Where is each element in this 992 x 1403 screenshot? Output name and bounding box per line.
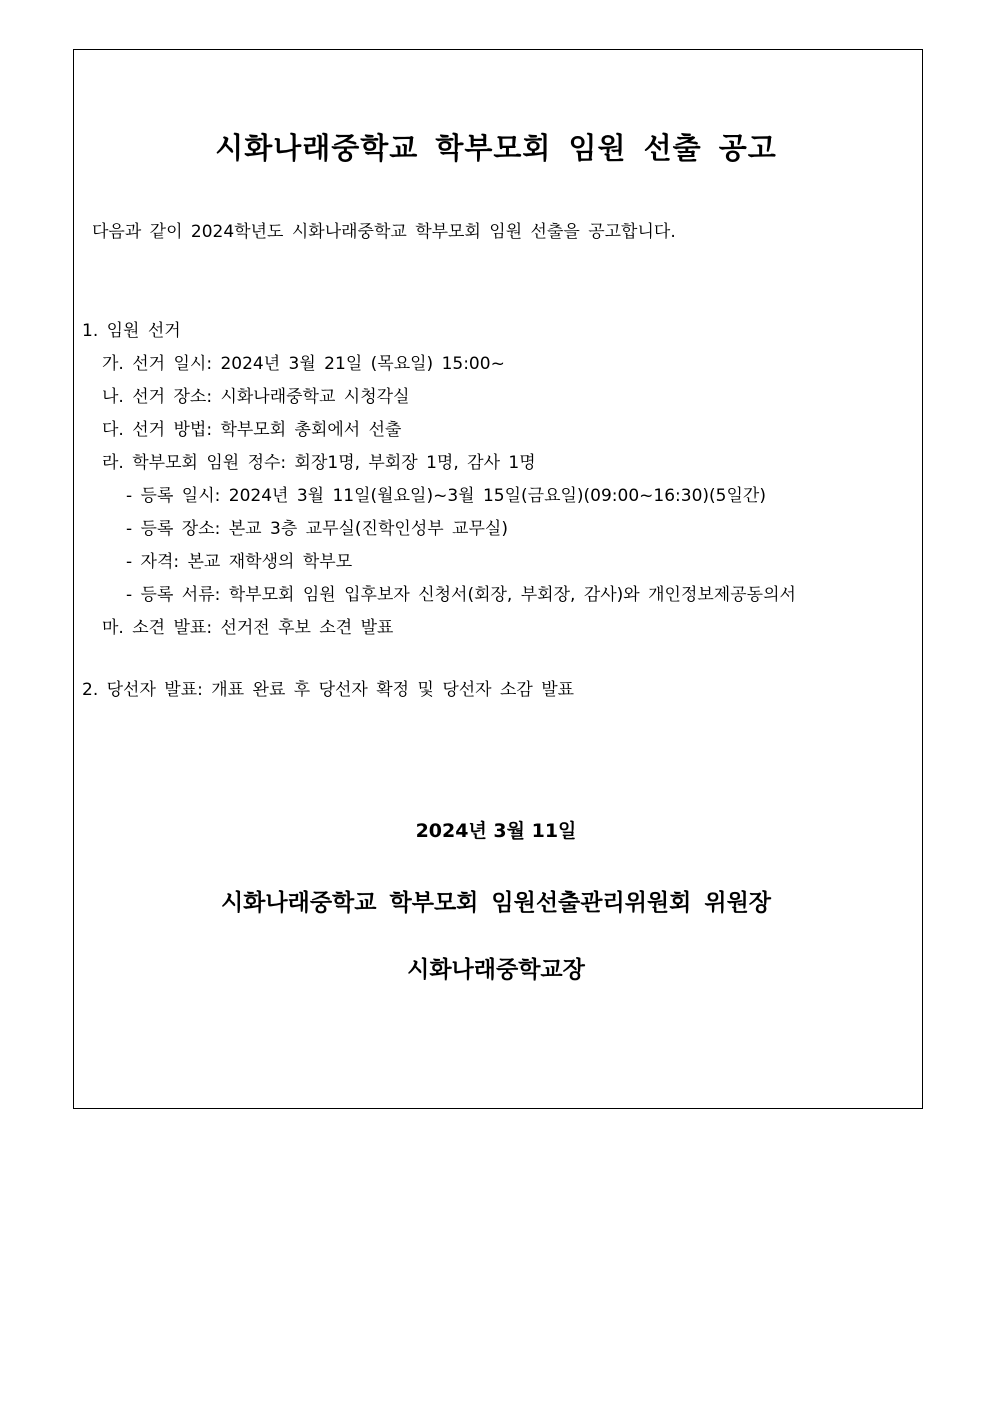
document-title: 시화나래중학교 학부모회 임원 선출 공고: [215, 131, 777, 165]
intro-text: 다음과 같이 2024학년도 시화나래중학교 학부모회 임원 선출을 공고합니다.: [92, 222, 676, 242]
registration-place-subitem: - 등록 장소: 본교 3층 교무실(진학인성부 교무실): [126, 519, 508, 539]
document-frame: [73, 49, 923, 1109]
election-method-item: 다. 선거 방법: 학부모회 총회에서 선출: [102, 420, 402, 440]
election-place-item: 나. 선거 장소: 시화나래중학교 시청각실: [102, 387, 410, 407]
officer-quota-item: 라. 학부모회 임원 정수: 회장1명, 부회장 1명, 감사 1명: [102, 453, 536, 473]
election-date-item: 가. 선거 일시: 2024년 3월 21일 (목요일) 15:00~: [102, 354, 505, 374]
speech-item: 마. 소견 발표: 선거전 후보 소견 발표: [102, 618, 394, 638]
committee-chair-signature: 시화나래중학교 학부모회 임원선출관리위원회 위원장: [220, 890, 772, 916]
section-2-heading: 2. 당선자 발표: 개표 완료 후 당선자 확정 및 당선자 소감 발표: [82, 680, 575, 700]
principal-signature: 시화나래중학교장: [407, 957, 585, 983]
announcement-date: 2024년 3월 11일: [415, 820, 577, 842]
qualification-subitem: - 자격: 본교 재학생의 학부모: [126, 552, 353, 572]
registration-documents-subitem: - 등록 서류: 학부모회 임원 입후보자 신청서(회장, 부회장, 감사)와 개인정보제공동의서: [126, 585, 796, 605]
registration-date-subitem: - 등록 일시: 2024년 3월 11일(월요일)~3월 15일(금요일)(09:00~16:30)(5일간): [126, 486, 766, 506]
section-1-heading: 1. 임원 선거: [82, 321, 181, 341]
